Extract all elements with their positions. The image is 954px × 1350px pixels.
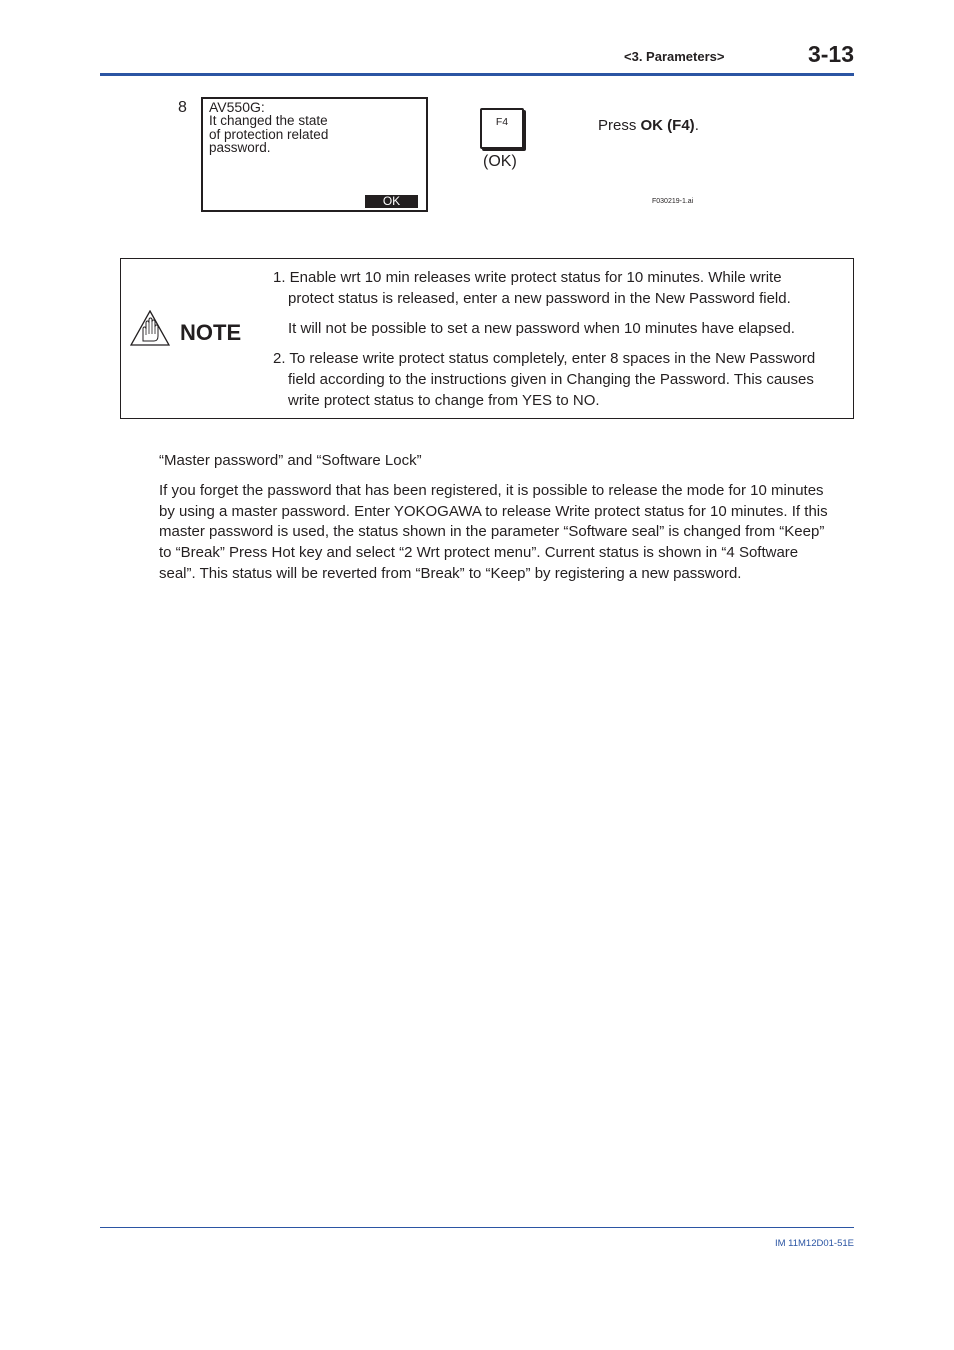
hand-warning-icon [130,310,170,346]
paragraph-line: to “Break” Press Hot key and select “2 Wrt protect menu”. Current status is shown in “4 Software [159,544,799,561]
lcd-message [209,114,328,155]
paragraph-line: by using a master password. Enter YOKOGAWA to release Write protect status for 10 minutes. If this [159,503,828,520]
note-item-1-line-2: protect status is released, enter a new password in the New Password field. [288,290,791,307]
note-heading: NOTE [180,320,242,345]
lcd-message-line: of protection related [209,126,329,142]
lcd-screen [201,97,428,212]
header-divider [100,73,854,76]
f4-key-caption: (OK) [483,153,517,170]
step-number: 8 [178,99,187,116]
lcd-message-line: It changed the state [209,113,328,128]
note-item-2-line-1: 2. To release write protect status completely, enter 8 spaces in the New Password [273,350,816,367]
lcd-message-line: password. [209,140,271,155]
paragraph-line: seal”. This status will be reverted from “Break” to “Keep” by registering a new password. [159,565,742,582]
instruction-key: OK (F4) [640,117,695,134]
section-title: <3. Parameters> [624,49,725,64]
lcd-title: AV550G: [209,99,265,115]
page-number: 3-13 [807,41,854,67]
note-box [120,258,854,419]
f4-key[interactable] [480,108,524,149]
footer-divider [100,1227,854,1228]
note-item-2-line-3: write protect status to change from YES to NO. [288,392,600,409]
paragraph-line: master password is used, the status shown in the parameter “Software seal” is changed from “Keep” [159,523,825,540]
figure-id: F030219-1.ai [652,198,694,205]
subheading: “Master password” and “Software Lock” [159,452,422,469]
note-item-1-line-1: 1. Enable wrt 10 min releases write protect status for 10 minutes. While write [273,269,782,286]
lcd-ok-softkey[interactable]: OK [365,195,418,208]
f4-key-label: F4 [495,116,509,128]
note-item-1-extra: It will not be possible to set a new password when 10 minutes have elapsed. [288,320,795,337]
instruction-suffix: . [694,117,699,134]
paragraph-line: If you forget the password that has been registered, it is possible to release the mode for 10 minutes [159,482,824,499]
note-item-2-line-2: field according to the instructions given in Changing the Password. This causes [288,371,814,388]
document-number: IM 11M12D01-51E [774,1238,854,1249]
instruction-prefix: Press [598,117,637,134]
step-instruction [598,117,699,134]
